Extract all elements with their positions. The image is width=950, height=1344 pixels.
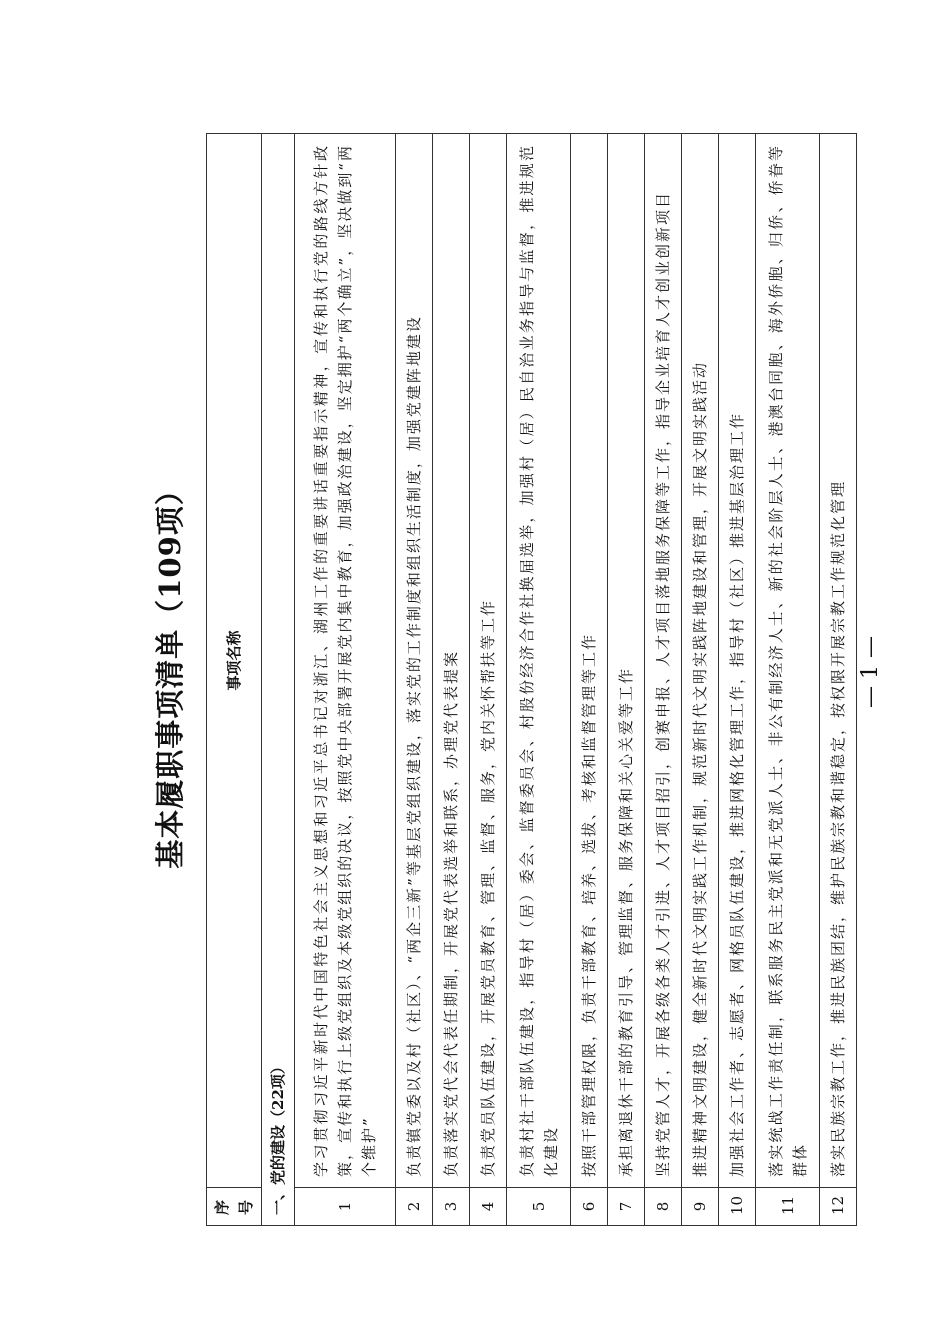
page-number: — 1 — [858, 636, 883, 708]
row-item-name: 坚持党管人才，开展各级各类人才引进、人才项目招引，创赛申报、人才项目落地服务保障等工作，指导企业培育人才创业创新项目 [645, 134, 682, 1188]
row-number: 1 [295, 1188, 396, 1226]
row-item-name: 负责镇党委以及村（社区）、“两企三新”等基层党组织建设，落实党的工作制度和组织生活制度，加强党建阵地建设 [396, 134, 433, 1188]
table-row [608, 134, 645, 1226]
row-item-name: 负责落实党代会代表任期制，开展党代表选举和联系，办理党代表提案 [433, 134, 470, 1188]
row-number: 12 [820, 1188, 857, 1226]
table-row [433, 134, 470, 1226]
table-header-row [207, 134, 262, 1226]
table-row [820, 134, 857, 1226]
table-row [645, 134, 682, 1226]
table-row [295, 134, 396, 1226]
row-number: 9 [682, 1188, 719, 1226]
row-item-name: 加强社会工作者、志愿者、网格员队伍建设，推进网格化管理工作，指导村（社区）推进基层治理工作 [719, 134, 756, 1188]
row-number: 2 [396, 1188, 433, 1226]
column-header-name: 事项名称 [207, 134, 262, 1188]
row-number: 5 [507, 1188, 571, 1226]
row-item-name: 负责村社干部队伍建设，指导村（居）委会、监督委员会、村股份经济合作社换届选举，加强村（居）民自治业务指导与监督，推进规范化建设 [507, 134, 571, 1188]
row-number: 7 [608, 1188, 645, 1226]
document-title: 基本履职事项清单（109项） [153, 475, 187, 869]
section-title: 一、党的建设（22项） [262, 134, 295, 1226]
row-number: 10 [719, 1188, 756, 1226]
row-item-name: 学习贯彻习近平新时代中国特色社会主义思想和习近平总书记对浙江、湖州工作的重要讲话重要指示精神，宣传和执行党的路线方针政策，宣传和执行上级党组织及本级党组织的决议，按照党中央部署开展党内集中教育，加强政治建设，坚定拥护“两个确立”，坚决做到“两个维护” [295, 134, 396, 1188]
table-row [470, 134, 507, 1226]
row-number: 6 [571, 1188, 608, 1226]
table-row [571, 134, 608, 1226]
row-number: 11 [756, 1188, 820, 1226]
row-item-name: 按照干部管理权限，负责干部教育、培养、选拔、考核和监督管理等工作 [571, 134, 608, 1188]
row-item-name: 推进精神文明建设，健全新时代文明实践工作机制，规范新时代文明实践阵地建设和管理，开展文明实践活动 [682, 134, 719, 1188]
table-row [719, 134, 756, 1226]
row-item-name: 落实统战工作责任制，联系服务民主党派和无党派人士、非公有制经济人士、新的社会阶层人士、港澳台同胞、海外侨胞、归侨、侨眷等群体 [756, 134, 820, 1188]
row-item-name: 负责党员队伍建设，开展党员教育、管理、监督、服务，党内关怀帮扶等工作 [470, 134, 507, 1188]
table-row [682, 134, 719, 1226]
section-row [262, 134, 295, 1226]
row-number: 3 [433, 1188, 470, 1226]
table-row [756, 134, 820, 1226]
row-item-name: 承担离退休干部的教育引导、管理监督、服务保障和关心关爱等工作 [608, 134, 645, 1188]
row-number: 8 [645, 1188, 682, 1226]
row-item-name: 落实民族宗教工作，推进民族团结，维护民族宗教和谐稳定，按权限开展宗教工作规范化管理 [820, 134, 857, 1188]
column-header-number: 序号 [207, 1188, 262, 1226]
duty-items-table [206, 133, 857, 1226]
row-number: 4 [470, 1188, 507, 1226]
table-row [396, 134, 433, 1226]
table-row [507, 134, 571, 1226]
